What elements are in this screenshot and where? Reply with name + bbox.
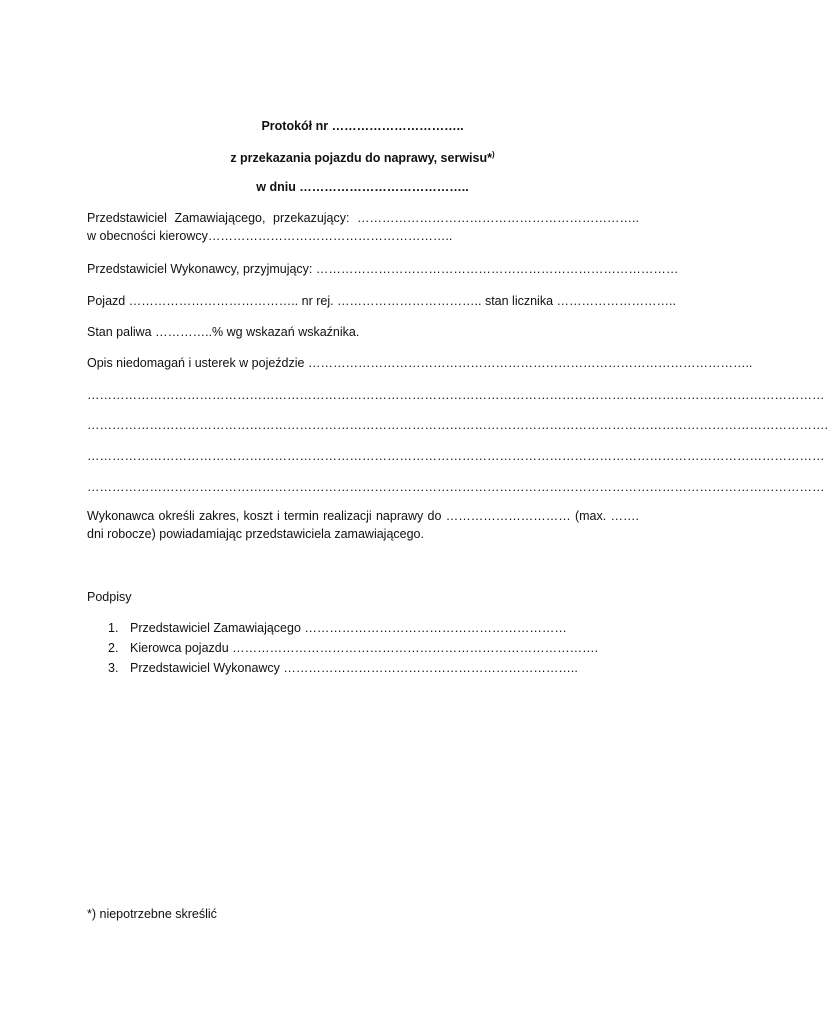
signatures-heading: Podpisy [87, 590, 132, 604]
signature-item-client [108, 618, 628, 638]
signature-item-driver [108, 638, 628, 658]
signatures-list [108, 618, 628, 678]
defects-dotted-line-4: …………………………………………………………………………………………………………………………………………………………… [87, 480, 825, 494]
fuel-level-line: Stan paliwa …………..% wg wskazań wskaźnika. [87, 325, 360, 339]
signature-label: Przedstawiciel Zamawiającego ……………………………………………………… [130, 621, 567, 635]
repair-scope-paragraph: Wykonawca określi zakres, koszt i termin realizacji naprawy do ………………………… (max. ……. dni robocze) powiadamiając przedstawiciela zamawiającego. [87, 509, 639, 541]
vehicle-line: Pojazd ………………………………….. nr rej. …………………………….. stan licznika ……………………….. [87, 294, 676, 308]
protocol-subtitle [0, 147, 725, 166]
defects-dotted-line-1: …………………………………………………………………………………………………………………………………………………………… [87, 388, 825, 402]
signature-number: 2. [108, 641, 119, 655]
client-representative-line: Przedstawiciel Zamawiającego, przekazujący: ………………………………………………………….. w obecności kierowcy………………………………………………….. [87, 211, 639, 243]
contractor-representative-line: Przedstawiciel Wykonawcy, przyjmujący: …………………………………………………………………………… [87, 262, 679, 276]
defects-dotted-line-3: …………………………………………………………………………………………………………………………………………………………… [87, 449, 825, 463]
protocol-subtitle-footnote-mark: ) [491, 150, 495, 159]
signature-label: Przedstawiciel Wykonawcy …………………………………………………………….. [130, 661, 578, 675]
signature-label: Kierowca pojazdu ……………………………………………………………………………. [130, 641, 599, 655]
defects-description-line: Opis niedomagań i usterek w pojeździe …………………………………………………………………………………………….. [87, 356, 753, 370]
footnote: *) niepotrzebne skreślić [87, 907, 217, 921]
protocol-date-line: w dniu ………………………………….. [256, 180, 469, 194]
signature-item-contractor [108, 658, 628, 678]
protocol-subtitle-text: z przekazania pojazdu do naprawy, serwisu* [230, 151, 492, 165]
signature-number: 3. [108, 661, 119, 675]
defects-dotted-line-2: ……………………………………………………………………………………………………………………………………………………………. [87, 418, 828, 432]
protocol-title: Protokół nr ………………………….. [261, 119, 464, 133]
signature-number: 1. [108, 621, 119, 635]
